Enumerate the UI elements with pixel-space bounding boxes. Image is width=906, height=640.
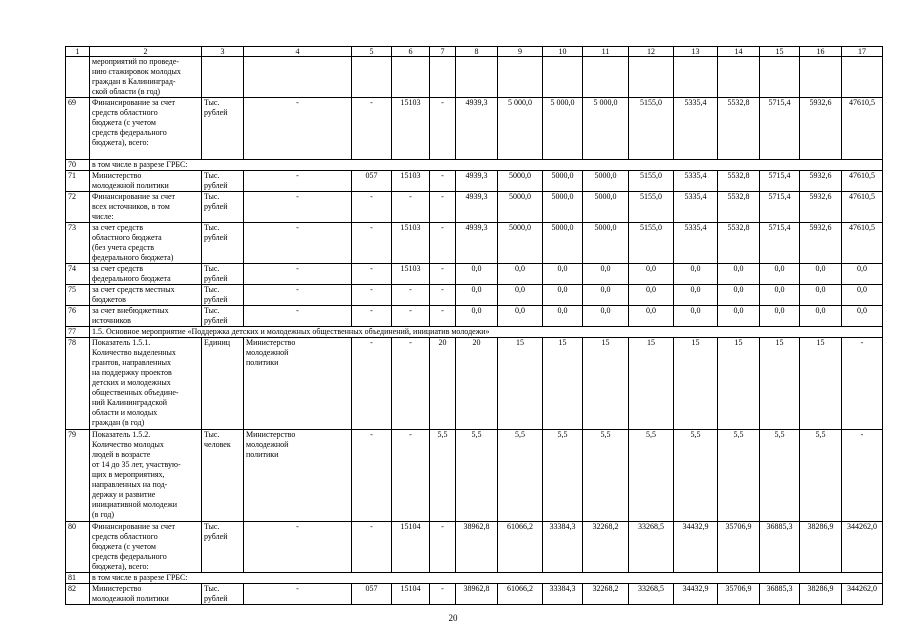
name-cell: Министерство молодежной политики [90, 584, 202, 605]
code-cell: 15104 [392, 522, 430, 573]
executor-cell [244, 57, 352, 98]
code-cell: - [352, 264, 392, 285]
value-cell: - [430, 171, 456, 192]
value-cell: 0,0 [629, 306, 674, 327]
value-cell: 15 [498, 338, 543, 430]
value-cell: 33384,3 [543, 522, 583, 573]
value-cell: 0,0 [629, 264, 674, 285]
table-row [66, 584, 883, 605]
table-row [66, 98, 883, 160]
code-cell: - [392, 192, 430, 223]
name-cell: Министерство молодежной политики [90, 171, 202, 192]
value-cell: 0,0 [583, 264, 629, 285]
unit-cell: Тыс. рублей [202, 522, 244, 573]
unit-cell: Тыс. человек [202, 430, 244, 522]
value-cell: - [430, 98, 456, 160]
value-cell: 5,5 [543, 430, 583, 522]
value-cell: 0,0 [498, 285, 543, 306]
executor-cell: - [244, 171, 352, 192]
value-cell: 15 [543, 338, 583, 430]
code-cell: 057 [352, 584, 392, 605]
row-number-cell: 82 [66, 584, 90, 605]
table-row [66, 192, 883, 223]
header-cell: 4 [244, 47, 352, 57]
value-cell [629, 57, 674, 98]
data-table [65, 46, 883, 605]
row-number-cell [66, 57, 90, 98]
executor-cell: - [244, 192, 352, 223]
table-body [66, 47, 883, 605]
value-cell: 47610,5 [842, 192, 883, 223]
name-cell: за счет средств федерального бюджета [90, 264, 202, 285]
name-cell: Финансирование за счет средств областного бюджета (с учетом средств федерального бюджета), всего: [90, 522, 202, 573]
value-cell: 5 000,0 [543, 98, 583, 160]
value-cell: 0,0 [583, 306, 629, 327]
value-cell: 5932,6 [800, 171, 842, 192]
header-cell: 13 [674, 47, 718, 57]
header-row [66, 47, 883, 57]
section-heading-cell: в том числе в разрезе ГРБС: [90, 160, 883, 171]
code-cell: 15103 [392, 264, 430, 285]
row-number-cell: 73 [66, 223, 90, 264]
header-cell: 17 [842, 47, 883, 57]
name-cell: за счет средств областного бюджета (без учета средств федерального бюджета) [90, 223, 202, 264]
value-cell [760, 57, 800, 98]
header-cell: 9 [498, 47, 543, 57]
header-cell: 6 [392, 47, 430, 57]
value-cell: - [430, 306, 456, 327]
page-number: 20 [448, 613, 458, 623]
value-cell: 5,5 [456, 430, 498, 522]
table-row [66, 264, 883, 285]
value-cell: 5155,0 [629, 171, 674, 192]
value-cell: 15 [718, 338, 760, 430]
value-cell [674, 57, 718, 98]
code-cell: 057 [352, 171, 392, 192]
value-cell: 5155,0 [629, 192, 674, 223]
value-cell: 0,0 [760, 285, 800, 306]
code-cell: - [392, 338, 430, 430]
value-cell: 5532,8 [718, 98, 760, 160]
table-row [66, 306, 883, 327]
row-number-cell: 77 [66, 327, 90, 338]
code-cell: - [352, 98, 392, 160]
value-cell [800, 57, 842, 98]
value-cell: 32268,2 [583, 584, 629, 605]
value-cell: 33268,5 [629, 522, 674, 573]
value-cell: 0,0 [629, 285, 674, 306]
unit-cell: Тыс. рублей [202, 192, 244, 223]
header-cell: 15 [760, 47, 800, 57]
unit-cell [202, 57, 244, 98]
code-cell: - [392, 306, 430, 327]
value-cell: 5000,0 [498, 171, 543, 192]
value-cell: - [430, 285, 456, 306]
value-cell: 0,0 [842, 285, 883, 306]
executor-cell: - [244, 306, 352, 327]
header-cell: 8 [456, 47, 498, 57]
value-cell: 0,0 [842, 306, 883, 327]
name-cell: Финансирование за счет средств областного бюджета (с учетом средств федерального бюджета), всего: [90, 98, 202, 160]
unit-cell: Тыс. рублей [202, 171, 244, 192]
section-heading-cell: 1.5. Основное мероприятие «Поддержка детских и молодежных общественных объединений, инициатив молодежи» [90, 327, 883, 338]
value-cell: 5715,4 [760, 171, 800, 192]
row-number-cell: 78 [66, 338, 90, 430]
value-cell: 5,5 [718, 430, 760, 522]
code-cell: - [392, 430, 430, 522]
header-cell: 10 [543, 47, 583, 57]
table-row [66, 573, 883, 584]
header-cell: 16 [800, 47, 842, 57]
name-cell: Показатель 1.5.1. Количество выделенных грантов, направленных на поддержку проектов детских и молодежных общественных объедине- ний Калининградской области и молодых граждан (в год) [90, 338, 202, 430]
value-cell [583, 57, 629, 98]
table-row [66, 430, 883, 522]
value-cell: - [842, 338, 883, 430]
header-cell: 12 [629, 47, 674, 57]
value-cell: 0,0 [800, 264, 842, 285]
value-cell: 5335,4 [674, 192, 718, 223]
row-number-cell: 81 [66, 573, 90, 584]
executor-cell: - [244, 584, 352, 605]
value-cell: - [842, 430, 883, 522]
unit-cell: Тыс. рублей [202, 223, 244, 264]
value-cell: 15 [674, 338, 718, 430]
row-number-cell: 74 [66, 264, 90, 285]
value-cell: 4939,3 [456, 98, 498, 160]
value-cell: 5,5 [629, 430, 674, 522]
row-number-cell: 71 [66, 171, 90, 192]
value-cell: 33384,3 [543, 584, 583, 605]
header-cell: 3 [202, 47, 244, 57]
value-cell: 5932,6 [800, 192, 842, 223]
value-cell [842, 57, 883, 98]
value-cell: 0,0 [760, 306, 800, 327]
unit-cell: Тыс. рублей [202, 306, 244, 327]
value-cell: 0,0 [456, 285, 498, 306]
value-cell: 5715,4 [760, 223, 800, 264]
table-row [66, 338, 883, 430]
code-cell: - [352, 223, 392, 264]
value-cell [543, 57, 583, 98]
row-number-cell: 76 [66, 306, 90, 327]
value-cell: 33268,5 [629, 584, 674, 605]
value-cell: 34432,9 [674, 522, 718, 573]
value-cell: 344262,0 [842, 522, 883, 573]
value-cell: 5,5 [430, 430, 456, 522]
value-cell: 5000,0 [543, 192, 583, 223]
value-cell: 5000,0 [583, 171, 629, 192]
header-cell: 2 [90, 47, 202, 57]
value-cell: 20 [456, 338, 498, 430]
row-number-cell: 72 [66, 192, 90, 223]
value-cell: 5000,0 [583, 223, 629, 264]
value-cell: 0,0 [674, 306, 718, 327]
value-cell: 5155,0 [629, 223, 674, 264]
value-cell: 4939,3 [456, 192, 498, 223]
value-cell: 15 [583, 338, 629, 430]
value-cell: 38286,9 [800, 584, 842, 605]
value-cell: 35706,9 [718, 584, 760, 605]
value-cell: 4939,3 [456, 171, 498, 192]
unit-cell: Тыс. рублей [202, 285, 244, 306]
value-cell: 0,0 [498, 264, 543, 285]
value-cell: 5000,0 [543, 171, 583, 192]
value-cell: 0,0 [718, 264, 760, 285]
value-cell: 47610,5 [842, 171, 883, 192]
value-cell: 47610,5 [842, 223, 883, 264]
table-row [66, 57, 883, 98]
value-cell: 5 000,0 [498, 98, 543, 160]
value-cell [456, 57, 498, 98]
value-cell: 0,0 [718, 285, 760, 306]
value-cell: 0,0 [543, 285, 583, 306]
value-cell: 5532,8 [718, 192, 760, 223]
value-cell: 0,0 [498, 306, 543, 327]
value-cell: 47610,5 [842, 98, 883, 160]
value-cell: 20 [430, 338, 456, 430]
header-cell: 7 [430, 47, 456, 57]
executor-cell: Министерство молодежной политики [244, 338, 352, 430]
value-cell: - [430, 223, 456, 264]
value-cell: 0,0 [760, 264, 800, 285]
code-cell: - [352, 285, 392, 306]
value-cell: 5335,4 [674, 98, 718, 160]
value-cell: 5,5 [583, 430, 629, 522]
value-cell: 5000,0 [498, 192, 543, 223]
value-cell: 5335,4 [674, 223, 718, 264]
value-cell: 5932,6 [800, 223, 842, 264]
code-cell: - [352, 522, 392, 573]
value-cell: 5000,0 [543, 223, 583, 264]
name-cell: Финансирование за счет всех источников, в том числе: [90, 192, 202, 223]
unit-cell: Единиц [202, 338, 244, 430]
row-number-cell: 79 [66, 430, 90, 522]
table-row [66, 522, 883, 573]
value-cell: - [430, 584, 456, 605]
table-row [66, 160, 883, 171]
value-cell: 35706,9 [718, 522, 760, 573]
value-cell: 5155,0 [629, 98, 674, 160]
value-cell: 5715,4 [760, 192, 800, 223]
value-cell: 15 [800, 338, 842, 430]
value-cell: 5,5 [498, 430, 543, 522]
executor-cell: - [244, 98, 352, 160]
header-cell: 1 [66, 47, 90, 57]
header-cell: 11 [583, 47, 629, 57]
value-cell: 0,0 [674, 285, 718, 306]
value-cell: 5532,8 [718, 171, 760, 192]
value-cell: 5,5 [800, 430, 842, 522]
code-cell: - [352, 192, 392, 223]
code-cell: - [352, 430, 392, 522]
value-cell: 5715,4 [760, 98, 800, 160]
code-cell: - [392, 285, 430, 306]
name-cell: Показатель 1.5.2. Количество молодых людей в возрасте от 14 до 35 лет, участвую- щих в мероприятиях, направленных на под- держку и развитие инициативной молодежи (в год) [90, 430, 202, 522]
value-cell: 15 [760, 338, 800, 430]
name-cell: мероприятий по проведе- нию стажировок молодых граждан в Калининград- ской области (в год) [90, 57, 202, 98]
value-cell: 0,0 [800, 306, 842, 327]
code-cell [392, 57, 430, 98]
row-number-cell: 69 [66, 98, 90, 160]
value-cell [718, 57, 760, 98]
value-cell: 5532,8 [718, 223, 760, 264]
value-cell [430, 57, 456, 98]
section-heading-cell: в том числе в разрезе ГРБС: [90, 573, 883, 584]
value-cell: 0,0 [718, 306, 760, 327]
value-cell: 5932,6 [800, 98, 842, 160]
value-cell: 61066,2 [498, 584, 543, 605]
table-row [66, 223, 883, 264]
name-cell: за счет средств местных бюджетов [90, 285, 202, 306]
name-cell: за счет внебюджетных источников [90, 306, 202, 327]
value-cell: - [430, 192, 456, 223]
code-cell [352, 57, 392, 98]
code-cell: - [352, 306, 392, 327]
value-cell: 344262,0 [842, 584, 883, 605]
code-cell: 15103 [392, 98, 430, 160]
value-cell: 36885,3 [760, 584, 800, 605]
value-cell [498, 57, 543, 98]
executor-cell: - [244, 264, 352, 285]
table-row [66, 327, 883, 338]
value-cell: 0,0 [456, 264, 498, 285]
value-cell: 0,0 [800, 285, 842, 306]
executor-cell: - [244, 522, 352, 573]
value-cell: 0,0 [674, 264, 718, 285]
unit-cell: Тыс. рублей [202, 98, 244, 160]
value-cell: 61066,2 [498, 522, 543, 573]
value-cell: 5 000,0 [583, 98, 629, 160]
executor-cell: Министерство молодежной политики [244, 430, 352, 522]
value-cell: 38286,9 [800, 522, 842, 573]
value-cell: 34432,9 [674, 584, 718, 605]
value-cell: 15 [629, 338, 674, 430]
table-row [66, 285, 883, 306]
value-cell: 5000,0 [498, 223, 543, 264]
value-cell: - [430, 264, 456, 285]
executor-cell: - [244, 223, 352, 264]
header-cell: 14 [718, 47, 760, 57]
value-cell: 38962,8 [456, 584, 498, 605]
value-cell: 4939,3 [456, 223, 498, 264]
row-number-cell: 75 [66, 285, 90, 306]
value-cell: 5000,0 [583, 192, 629, 223]
code-cell: 15103 [392, 223, 430, 264]
code-cell: - [352, 338, 392, 430]
code-cell: 15103 [392, 171, 430, 192]
value-cell: 0,0 [842, 264, 883, 285]
value-cell: 5,5 [674, 430, 718, 522]
value-cell: 0,0 [543, 264, 583, 285]
value-cell: 36885,3 [760, 522, 800, 573]
table-row [66, 171, 883, 192]
row-number-cell: 80 [66, 522, 90, 573]
value-cell: - [430, 522, 456, 573]
value-cell: 5,5 [760, 430, 800, 522]
header-cell: 5 [352, 47, 392, 57]
unit-cell: Тыс. рублей [202, 584, 244, 605]
value-cell: 0,0 [543, 306, 583, 327]
value-cell: 38962,8 [456, 522, 498, 573]
value-cell: 32268,2 [583, 522, 629, 573]
code-cell: 15104 [392, 584, 430, 605]
unit-cell: Тыс. рублей [202, 264, 244, 285]
executor-cell: - [244, 285, 352, 306]
value-cell: 5335,4 [674, 171, 718, 192]
row-number-cell: 70 [66, 160, 90, 171]
value-cell: 0,0 [583, 285, 629, 306]
value-cell: 0,0 [456, 306, 498, 327]
